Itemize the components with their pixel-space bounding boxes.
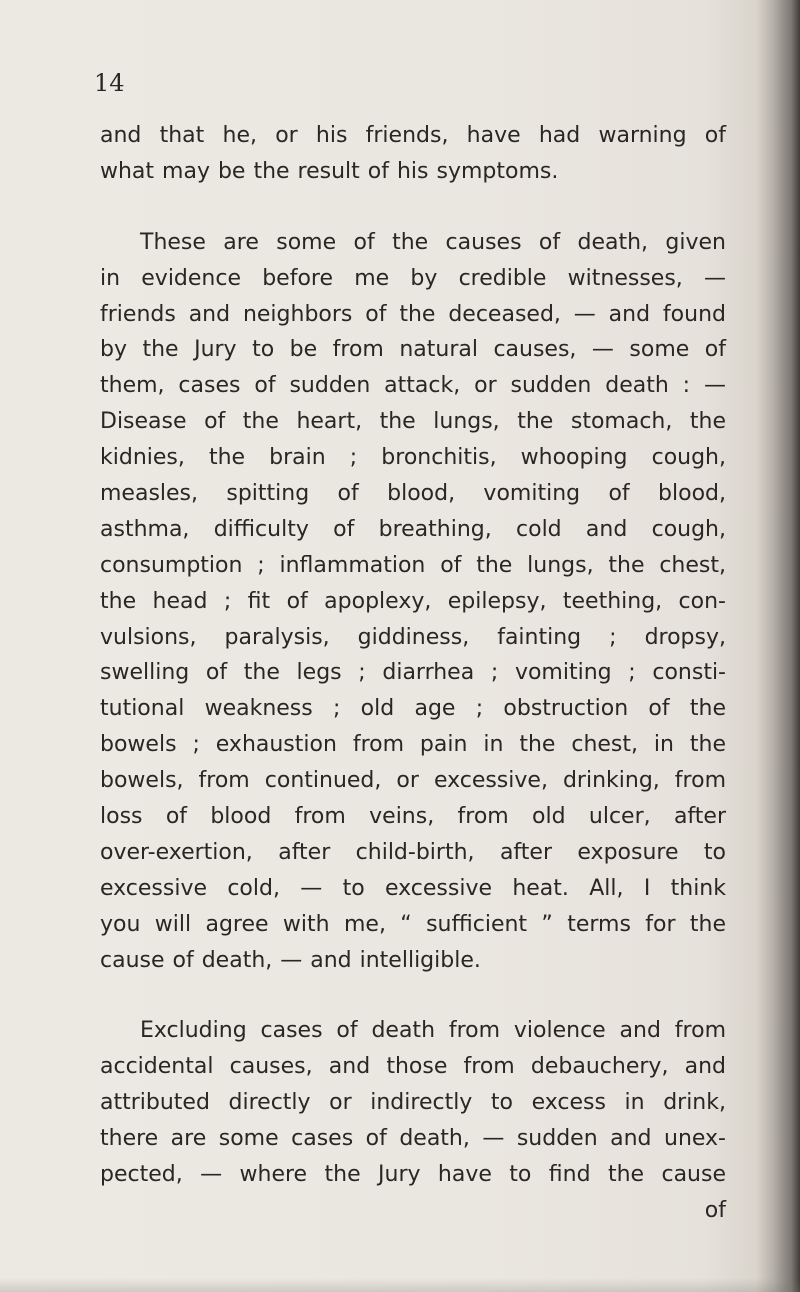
paragraph-3 <box>100 1013 726 1228</box>
page-body <box>100 118 726 1229</box>
text-line: loss of blood from veins, from old ulcer, after <box>100 804 726 830</box>
text-line: pected, — where the Jury have to find the cause <box>100 1162 726 1188</box>
text-line: bowels ; exhaustion from pain in the chest, in the <box>100 732 726 758</box>
text-line: what may be the result of his symptoms. <box>100 158 559 184</box>
text-line: vulsions, paralysis, giddiness, fainting ; dropsy, <box>100 624 726 650</box>
page-bottom-edge <box>0 1278 800 1292</box>
catchword: of <box>704 1197 726 1223</box>
text-line: cause of death, — and intelligible. <box>100 947 481 973</box>
text-line: measles, spitting of blood, vomiting of blood, <box>100 481 726 507</box>
page-edge-shadow <box>756 0 800 1292</box>
page-number: 14 <box>94 69 125 97</box>
text-line: friends and neighbors of the deceased, — and found <box>100 301 726 327</box>
text-line: there are some cases of death, — sudden and unex- <box>100 1126 726 1152</box>
text-line: kidnies, the brain ; bronchitis, whooping cough, <box>100 445 726 471</box>
text-line: over-exertion, after child-birth, after exposure to <box>100 839 726 865</box>
text-line: attributed directly or indirectly to excess in drink, <box>100 1090 726 1116</box>
text-line: asthma, difficulty of breathing, cold and cough, <box>100 516 726 542</box>
text-line: bowels, from continued, or excessive, drinking, from <box>100 768 726 794</box>
text-line: by the Jury to be from natural causes, — some of <box>100 337 726 363</box>
text-line: them, cases of sudden attack, or sudden death : — <box>100 373 726 399</box>
text-line: Excluding cases of death from violence and from <box>140 1018 726 1044</box>
paragraph-2 <box>100 225 726 979</box>
text-line: consumption ; inflammation of the lungs, the chest, <box>100 552 726 578</box>
text-line: in evidence before me by credible witnesses, — <box>100 265 726 291</box>
paragraph-1 <box>100 118 726 190</box>
text-line: and that he, or his friends, have had warning of <box>100 123 726 148</box>
text-line: accidental causes, and those from debauchery, and <box>100 1054 726 1080</box>
text-line: tutional weakness ; old age ; obstruction of the <box>100 696 726 722</box>
text-line: the head ; fit of apoplexy, epilepsy, teething, con- <box>100 588 726 614</box>
paragraph-gap <box>100 190 726 225</box>
text-line: you will agree with me, “ sufficient ” terms for the <box>100 911 726 937</box>
paragraph-gap <box>100 978 726 1013</box>
text-line: swelling of the legs ; diarrhea ; vomiting ; consti- <box>100 660 726 686</box>
text-line: These are some of the causes of death, given <box>140 229 726 255</box>
text-line: Disease of the heart, the lungs, the stomach, the <box>100 409 726 435</box>
text-line: excessive cold, — to excessive heat. All, I think <box>100 875 726 901</box>
